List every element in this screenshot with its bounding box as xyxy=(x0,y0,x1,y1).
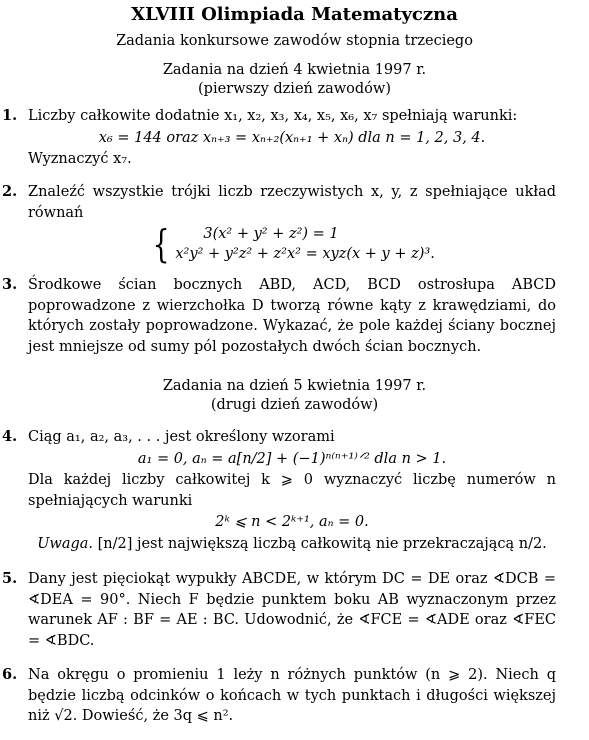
problem-2 xyxy=(2,182,556,266)
problem-4 xyxy=(2,427,556,554)
page-title: XLVIII Olimpiada Matematyczna xyxy=(131,4,458,25)
problem-text: Wyznaczyć x₇. xyxy=(28,151,132,167)
problem-number: 3. xyxy=(2,276,18,293)
day2-heading: Zadania na dzień 5 kwietnia 1997 r. xyxy=(162,378,427,394)
problem-formula: x₆ = 144 oraz xₙ₊₃ = xₙ₊₂(xₙ₊₁ + xₙ) dla n = 1, 2, 3, 4. xyxy=(98,129,486,146)
problem-text: Środkowe ścian bocznych ABD, ACD, BCD ostrosłupa ABCD poprowadzone z wierzchołka D tworzą równe kąty z krawędziami, do których zostały poprowadzone. Wykazać, że pole każdej ściany bocznej jest mniejsze od sumy pól pozostałych dwóch ścian bocznych. xyxy=(28,277,556,355)
equation-system xyxy=(28,224,556,264)
equation-1: 3(x² + y² + z²) = 1 xyxy=(203,226,339,242)
problem-6 xyxy=(2,665,556,727)
problem-note xyxy=(28,534,556,555)
page-subtitle: Zadania konkursowe zawodów stopnia trzeciego xyxy=(116,33,473,49)
problem-formula: 2ᵏ ⩽ n < 2ᵏ⁺¹, aₙ = 0. xyxy=(215,514,369,530)
day1-heading: Zadania na dzień 4 kwietnia 1997 r. xyxy=(162,62,427,78)
problem-1 xyxy=(2,106,556,170)
problem-formula: a₁ = 0, aₙ = a[n/2] + (−1)ⁿ⁽ⁿ⁺¹⁾ᐟ² dla n > 1. xyxy=(137,450,447,467)
problem-3 xyxy=(2,275,556,357)
problem-number: 5. xyxy=(2,570,18,587)
note-label: Uwaga. xyxy=(37,535,93,552)
problem-number: 4. xyxy=(2,428,18,445)
problem-text: Znaleźć wszystkie trójki liczb rzeczywistych x, y, z spełniające układ równań xyxy=(28,184,556,221)
problem-text: Dany jest pięciokąt wypukły ABCDE, w którym DC = DE oraz ∢DCB = ∢DEA = 90°. Niech F będzie punktem boku AB wyznaczonym przez warunek AF : BF = AE : BC. Udowodnić, że ∢FCE = ∢ADE oraz ∢FEC = ∢BDC. xyxy=(28,571,556,649)
note-text: [n/2] jest największą liczbą całkowitą nie przekraczającą n/2. xyxy=(97,535,547,552)
problem-text: Liczby całkowite dodatnie x₁, x₂, x₃, x₄, x₅, x₆, x₇ spełniają warunki: xyxy=(28,108,518,124)
day1-subheading: (pierwszy dzień zawodów) xyxy=(198,81,391,97)
equation-2: x²y² + y²z² + z²x² = xyz(x + y + z)³. xyxy=(175,246,435,262)
problem-number: 2. xyxy=(2,183,18,200)
problem-text: Na okręgu o promieniu 1 leży n różnych punktów (n ⩾ 2). Niech q będzie liczbą odcinków o końcach w tych punktach i długości większej niż √2. Dowieść, że 3q ⩽ n². xyxy=(28,667,556,724)
problem-text: Ciąg a₁, a₂, a₃, . . . jest określony wzorami xyxy=(28,429,335,445)
left-brace-icon: { xyxy=(152,222,170,266)
problem-text: Dla każdej liczby całkowitej k ⩾ 0 wyznaczyć liczbę numerów n spełniających warunki xyxy=(28,472,556,509)
problem-number: 6. xyxy=(2,666,18,683)
day2-subheading: (drugi dzień zawodów) xyxy=(210,397,379,413)
problem-number: 1. xyxy=(2,107,18,124)
problem-5 xyxy=(2,569,556,651)
